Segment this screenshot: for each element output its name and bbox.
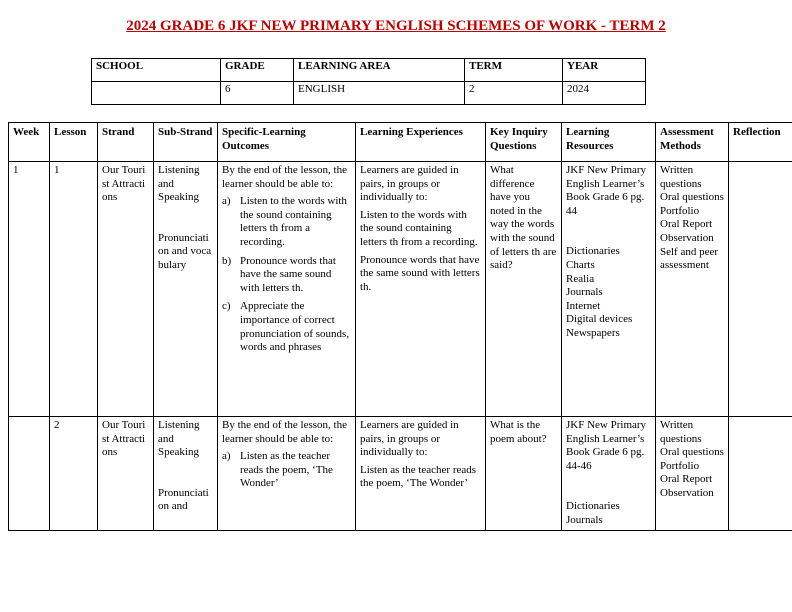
- resources-list: [566, 500, 651, 527]
- experiences-cell: [356, 162, 486, 417]
- resource-item: Newspapers: [566, 326, 620, 339]
- sub-strand-secondary: Pronunciation and: [158, 486, 209, 513]
- assessment-item: Oral Report: [660, 218, 713, 231]
- outcome-item: [222, 195, 351, 249]
- header-strand: Strand: [98, 123, 154, 162]
- resource-item: Realia: [566, 272, 595, 285]
- info-year-value: 2024: [563, 82, 646, 105]
- resources-list: [566, 245, 651, 340]
- header-experiences: Learning Experiences: [356, 123, 486, 162]
- strand-cell: [98, 417, 154, 531]
- resources-cell: [562, 417, 656, 531]
- info-header-school: SCHOOL: [92, 59, 221, 82]
- school-info-table: [91, 58, 646, 105]
- outcomes-intro: By the end of the lesson, the learner should be able to:: [222, 419, 347, 445]
- header-assessment: Assessment Methods: [656, 123, 729, 162]
- outcome-text: Listen to the words with the sound containing letters th from a recording.: [240, 195, 347, 248]
- info-grade-value: 6: [221, 82, 294, 105]
- assessment-item: Observation: [660, 231, 714, 244]
- info-learning-area-value: ENGLISH: [294, 82, 465, 105]
- info-term-value: 2: [465, 82, 563, 105]
- outcome-item: [222, 255, 351, 296]
- outcomes-cell: [218, 417, 356, 531]
- header-sub-strand: Sub-Strand: [154, 123, 218, 162]
- resources-main: JKF New Primary English Learner’s Book Grade 6 pg. 44-46: [566, 419, 647, 472]
- questions-cell: What difference have you noted in the way the words with the sound of letters th are said?: [486, 162, 562, 417]
- experience-paragraph: Listen as the teacher reads the poem, ‘The Wonder’: [360, 463, 477, 490]
- info-value-row: [92, 82, 646, 105]
- strand-text: Our Tourist Attractions: [102, 419, 146, 459]
- assessment-item: Portfolio: [660, 459, 700, 472]
- info-header-year: YEAR: [563, 59, 646, 82]
- outcome-item: [222, 300, 351, 354]
- questions-cell: What is the poem about?: [486, 417, 562, 531]
- resource-item: Journals: [566, 286, 603, 299]
- table-row: [9, 162, 792, 417]
- assessment-item: Self and peer assessment: [660, 245, 719, 272]
- experience-paragraph: Learners are guided in pairs, in groups or individually to:: [360, 419, 459, 459]
- week-cell: 1: [9, 162, 50, 417]
- info-header-learning-area: LEARNING AREA: [294, 59, 465, 82]
- lesson-cell: 1: [50, 162, 98, 417]
- info-school-value: [92, 82, 221, 105]
- resource-item: Digital devices: [566, 313, 633, 326]
- assessment-list: [660, 164, 724, 273]
- sub-strand-secondary: Pronunciation and vocabulary: [158, 231, 212, 271]
- assessment-item: Portfolio: [660, 204, 700, 217]
- outcome-marker: c): [222, 300, 231, 313]
- header-questions: Key Inquiry Questions: [486, 123, 562, 162]
- resource-item: Dictionaries: [566, 500, 620, 513]
- assessment-list: [660, 419, 724, 501]
- sub-strand-primary: Listening and Speaking: [158, 164, 200, 204]
- schemes-table: [8, 122, 792, 531]
- outcomes-intro: By the end of the lesson, the learner should be able to:: [222, 164, 347, 190]
- document-title: 2024 GRADE 6 JKF NEW PRIMARY ENGLISH SCHEMES OF WORK - TERM 2: [126, 18, 666, 34]
- info-header-grade: GRADE: [221, 59, 294, 82]
- assessment-item: Written questions: [660, 419, 702, 445]
- outcomes-list: [222, 450, 351, 491]
- resources-cell: [562, 162, 656, 417]
- outcomes-list: [222, 195, 351, 355]
- header-outcomes: Specific-Learning Outcomes: [218, 123, 356, 162]
- resource-item: Charts: [566, 258, 595, 271]
- table-header-row: [9, 123, 792, 162]
- outcome-text: Pronounce words that have the same sound with letters th.: [240, 254, 336, 294]
- header-week: Week: [9, 123, 50, 162]
- outcome-text: Appreciate the importance of correct pronunciation of sounds, words and phrases: [240, 300, 350, 354]
- week-cell: [9, 417, 50, 531]
- assessment-item: Oral questions: [660, 191, 724, 204]
- experience-paragraph: Learners are guided in pairs, in groups or individually to:: [360, 164, 459, 204]
- assessment-item: Observation: [660, 486, 714, 499]
- experience-paragraph: Listen to the words with the sound containing letters th from a recording.: [360, 208, 478, 248]
- experience-paragraph: Pronounce words that have the same sound with letters th.: [360, 253, 480, 293]
- outcome-text: Listen as the teacher reads the poem, ‘The Wonder’: [240, 450, 333, 490]
- assessment-cell: [656, 162, 729, 417]
- reflection-cell: [729, 417, 792, 531]
- assessment-item: Oral questions: [660, 446, 724, 459]
- sub-strand-cell: [154, 417, 218, 531]
- assessment-cell: [656, 417, 729, 531]
- outcome-marker: a): [222, 450, 231, 463]
- assessment-item: Oral Report: [660, 473, 713, 486]
- sub-strand-primary: Listening and Speaking: [158, 419, 200, 459]
- strand-text: Our Tourist Attractions: [102, 164, 146, 204]
- outcome-marker: b): [222, 254, 232, 267]
- experiences-cell: [356, 417, 486, 531]
- resource-item: Dictionaries: [566, 245, 620, 258]
- outcomes-cell: [218, 162, 356, 417]
- resource-item: Journals: [566, 513, 603, 526]
- sub-strand-cell: [154, 162, 218, 417]
- strand-cell: [98, 162, 154, 417]
- header-resources: Learning Resources: [562, 123, 656, 162]
- table-row: [9, 417, 792, 531]
- info-header-row: [92, 59, 646, 82]
- lesson-cell: 2: [50, 417, 98, 531]
- resources-main: JKF New Primary English Learner’s Book Grade 6 pg. 44: [566, 164, 647, 217]
- reflection-cell: [729, 162, 792, 417]
- resource-item: Internet: [566, 299, 601, 312]
- assessment-item: Written questions: [660, 164, 702, 190]
- outcome-marker: a): [222, 195, 231, 208]
- info-header-term: TERM: [465, 59, 563, 82]
- outcome-item: [222, 450, 351, 491]
- header-lesson: Lesson: [50, 123, 98, 162]
- header-reflection: Reflection: [729, 123, 792, 162]
